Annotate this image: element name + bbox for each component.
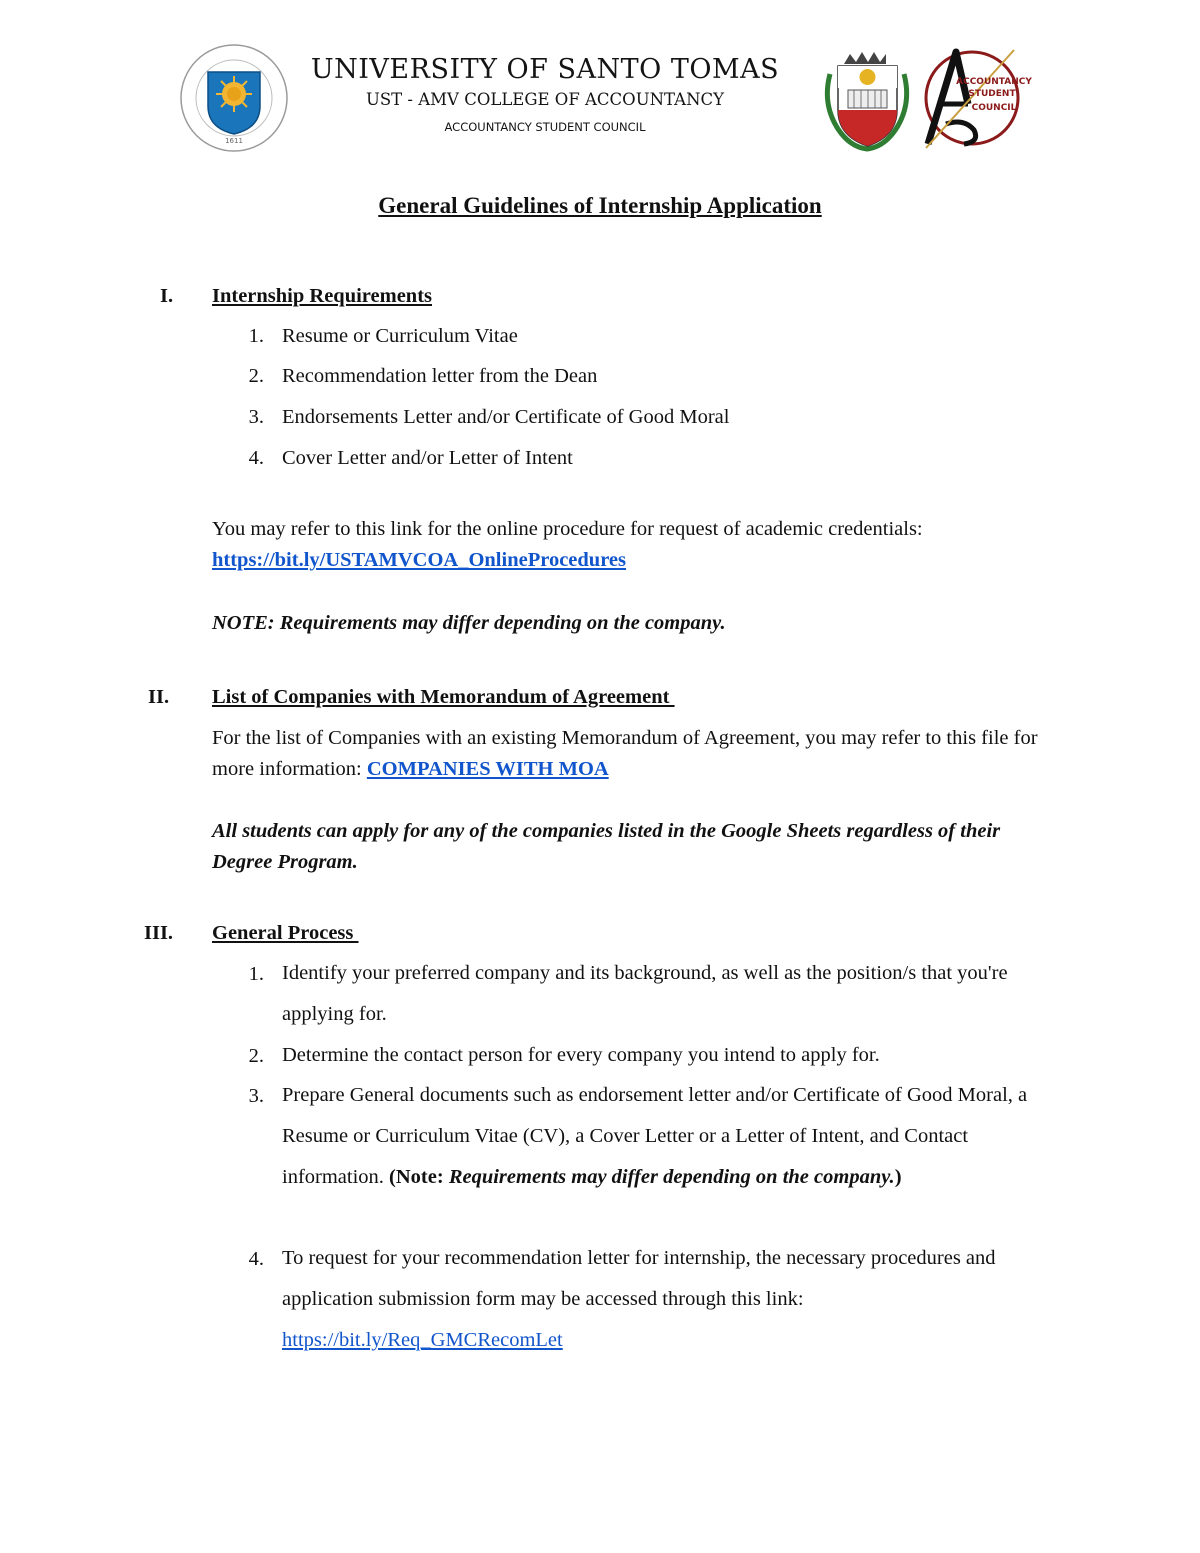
list-item: Identify your preferred company and its background, as well as the position/s that you're applying for. <box>282 962 1008 1025</box>
list-item-number: 3. <box>248 1085 264 1107</box>
asc-logo-line-1: ACCOUNTANCY <box>956 77 1032 87</box>
list-item: Resume or Curriculum Vitae <box>282 325 518 347</box>
list-item: Cover Letter and/or Letter of Intent <box>282 447 573 469</box>
seal-year-text: 1611 <box>225 137 243 145</box>
list-item: Endorsements Letter and/or Certificate of Good Moral <box>282 406 730 428</box>
credentials-paragraph <box>212 514 1072 576</box>
asc-logo-line-2: STUDENT <box>968 89 1016 99</box>
document-title: General Guidelines of Internship Application <box>378 193 822 218</box>
list-item <box>282 1238 1052 1361</box>
college-crest-icon <box>820 44 915 152</box>
list-item <box>282 1075 1072 1198</box>
list-item-number: 4. <box>248 1248 264 1270</box>
list-item-number: 3. <box>248 406 264 428</box>
list-item-number: 2. <box>248 365 264 387</box>
requirements-note: NOTE: Requirements may differ depending on the company. <box>212 612 726 634</box>
asc-logo-line-3: COUNCIL <box>971 103 1017 113</box>
moa-text: For the list of Companies with an existing Memorandum of Agreement, you may refer to this file for more information: <box>212 727 1038 780</box>
list-item: Recommendation letter from the Dean <box>282 365 598 387</box>
section-3-numeral: III. <box>144 922 174 944</box>
companies-with-moa-link[interactable]: COMPANIES WITH MOA <box>366 758 609 780</box>
list-item-number: 2. <box>248 1045 264 1067</box>
list-item-number: 1. <box>248 325 264 347</box>
section-2-numeral: II. <box>148 686 170 708</box>
university-seal-icon <box>178 42 290 154</box>
university-name: UNIVERSITY OF SANTO TOMAS <box>310 54 780 85</box>
list-item-number: 4. <box>248 447 264 469</box>
section-2-heading: List of Companies with Memorandum of Agreement <box>212 686 675 708</box>
note-close: ) <box>894 1166 902 1188</box>
recommendation-letter-link[interactable]: https://bit.ly/Req_GMCRecomLet <box>282 1329 563 1351</box>
college-name: UST - AMV COLLEGE OF ACCOUNTANCY <box>365 90 725 109</box>
credentials-text: You may refer to this link for the online procedure for request of academic credentials: <box>212 518 923 540</box>
moa-paragraph <box>212 723 1062 785</box>
letterhead <box>300 54 790 136</box>
council-name: ACCOUNTANCY STUDENT COUNCIL <box>444 120 646 134</box>
recommendation-text: To request for your recommendation letter for internship, the necessary procedures and application submission form may be accessed through this link: <box>282 1247 996 1310</box>
asc-logo-icon <box>916 44 1032 152</box>
note-open: (Note: <box>389 1166 449 1188</box>
online-procedures-link[interactable]: https://bit.ly/USTAMVCOA_OnlineProcedures <box>212 549 627 571</box>
documents-text: Prepare General documents such as endorsement letter and/or Certificate of Good Moral, a Resume or Curriculum Vitae (CV), a Cover Letter or a Letter of Intent, and Contact information. <box>282 1084 1028 1188</box>
section-1-numeral: I. <box>160 285 174 307</box>
section-3-heading: General Process <box>212 922 359 944</box>
list-item: Determine the contact person for every company you intend to apply for. <box>282 1044 880 1066</box>
eligibility-note: All students can apply for any of the companies listed in the Google Sheets regardless of their Degree Program. <box>212 820 1001 873</box>
note-text: Requirements may differ depending on the company. <box>448 1166 895 1188</box>
list-item-number: 1. <box>248 963 264 985</box>
section-1-heading: Internship Requirements <box>212 285 433 307</box>
